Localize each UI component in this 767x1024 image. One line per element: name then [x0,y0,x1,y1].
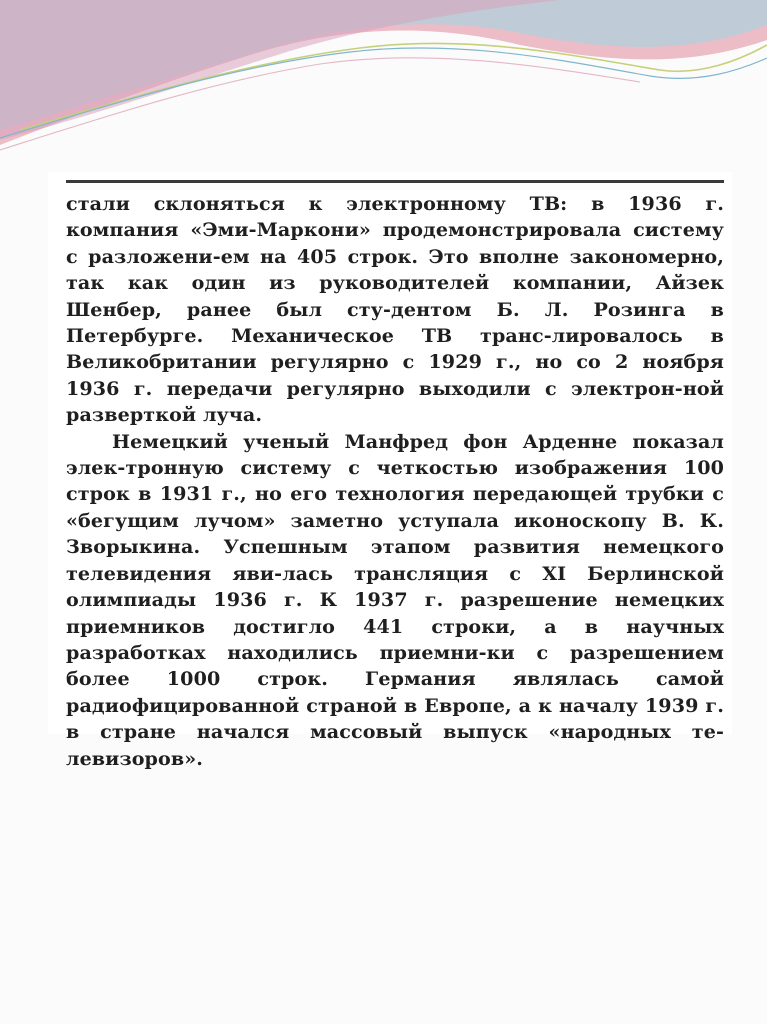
decorative-header-wave [0,0,767,160]
scanned-textbook-page [48,172,732,770]
top-rule [66,180,724,183]
paragraph-1: стали склоняться к электронному ТВ: в 1936 г. компания «Эми-Маркони» продемонстрировала систему с разложени-ем на 405 строк. Это вполне закономерно, так как один из руководителей компании, Айзек Шенбер, ранее был сту-дентом Б. Л. Розинга в Петербурге. Механическое ТВ транс-лировалось в Великобритании регулярно с 1929 г., но со 2 ноября 1936 г. передачи регулярно выходили с электрон-ной разверткой луча. [66,192,724,427]
paragraph-2: Немецкий ученый Манфред фон Арденне показал элек-тронную систему с четкостью изображения 100 строк в 1931 г., но его технология передающей трубки с «бегущим лучом» заметно уступала иконоскопу В. К. Зворыкина. Успешным этапом развития немецкого телевидения яви-лась трансляция с XI Берлинской олимпиады 1936 г. К 1937 г. разрешение немецких приемников достигло 441 строки, а в научных разработках находились приемни-ки с разрешением более 1000 строк. Германия являлась самой радиофицированной страной в Европе, а к началу 1939 г. в стране начался массовый выпуск «народных те-левизоров». [66,429,724,770]
